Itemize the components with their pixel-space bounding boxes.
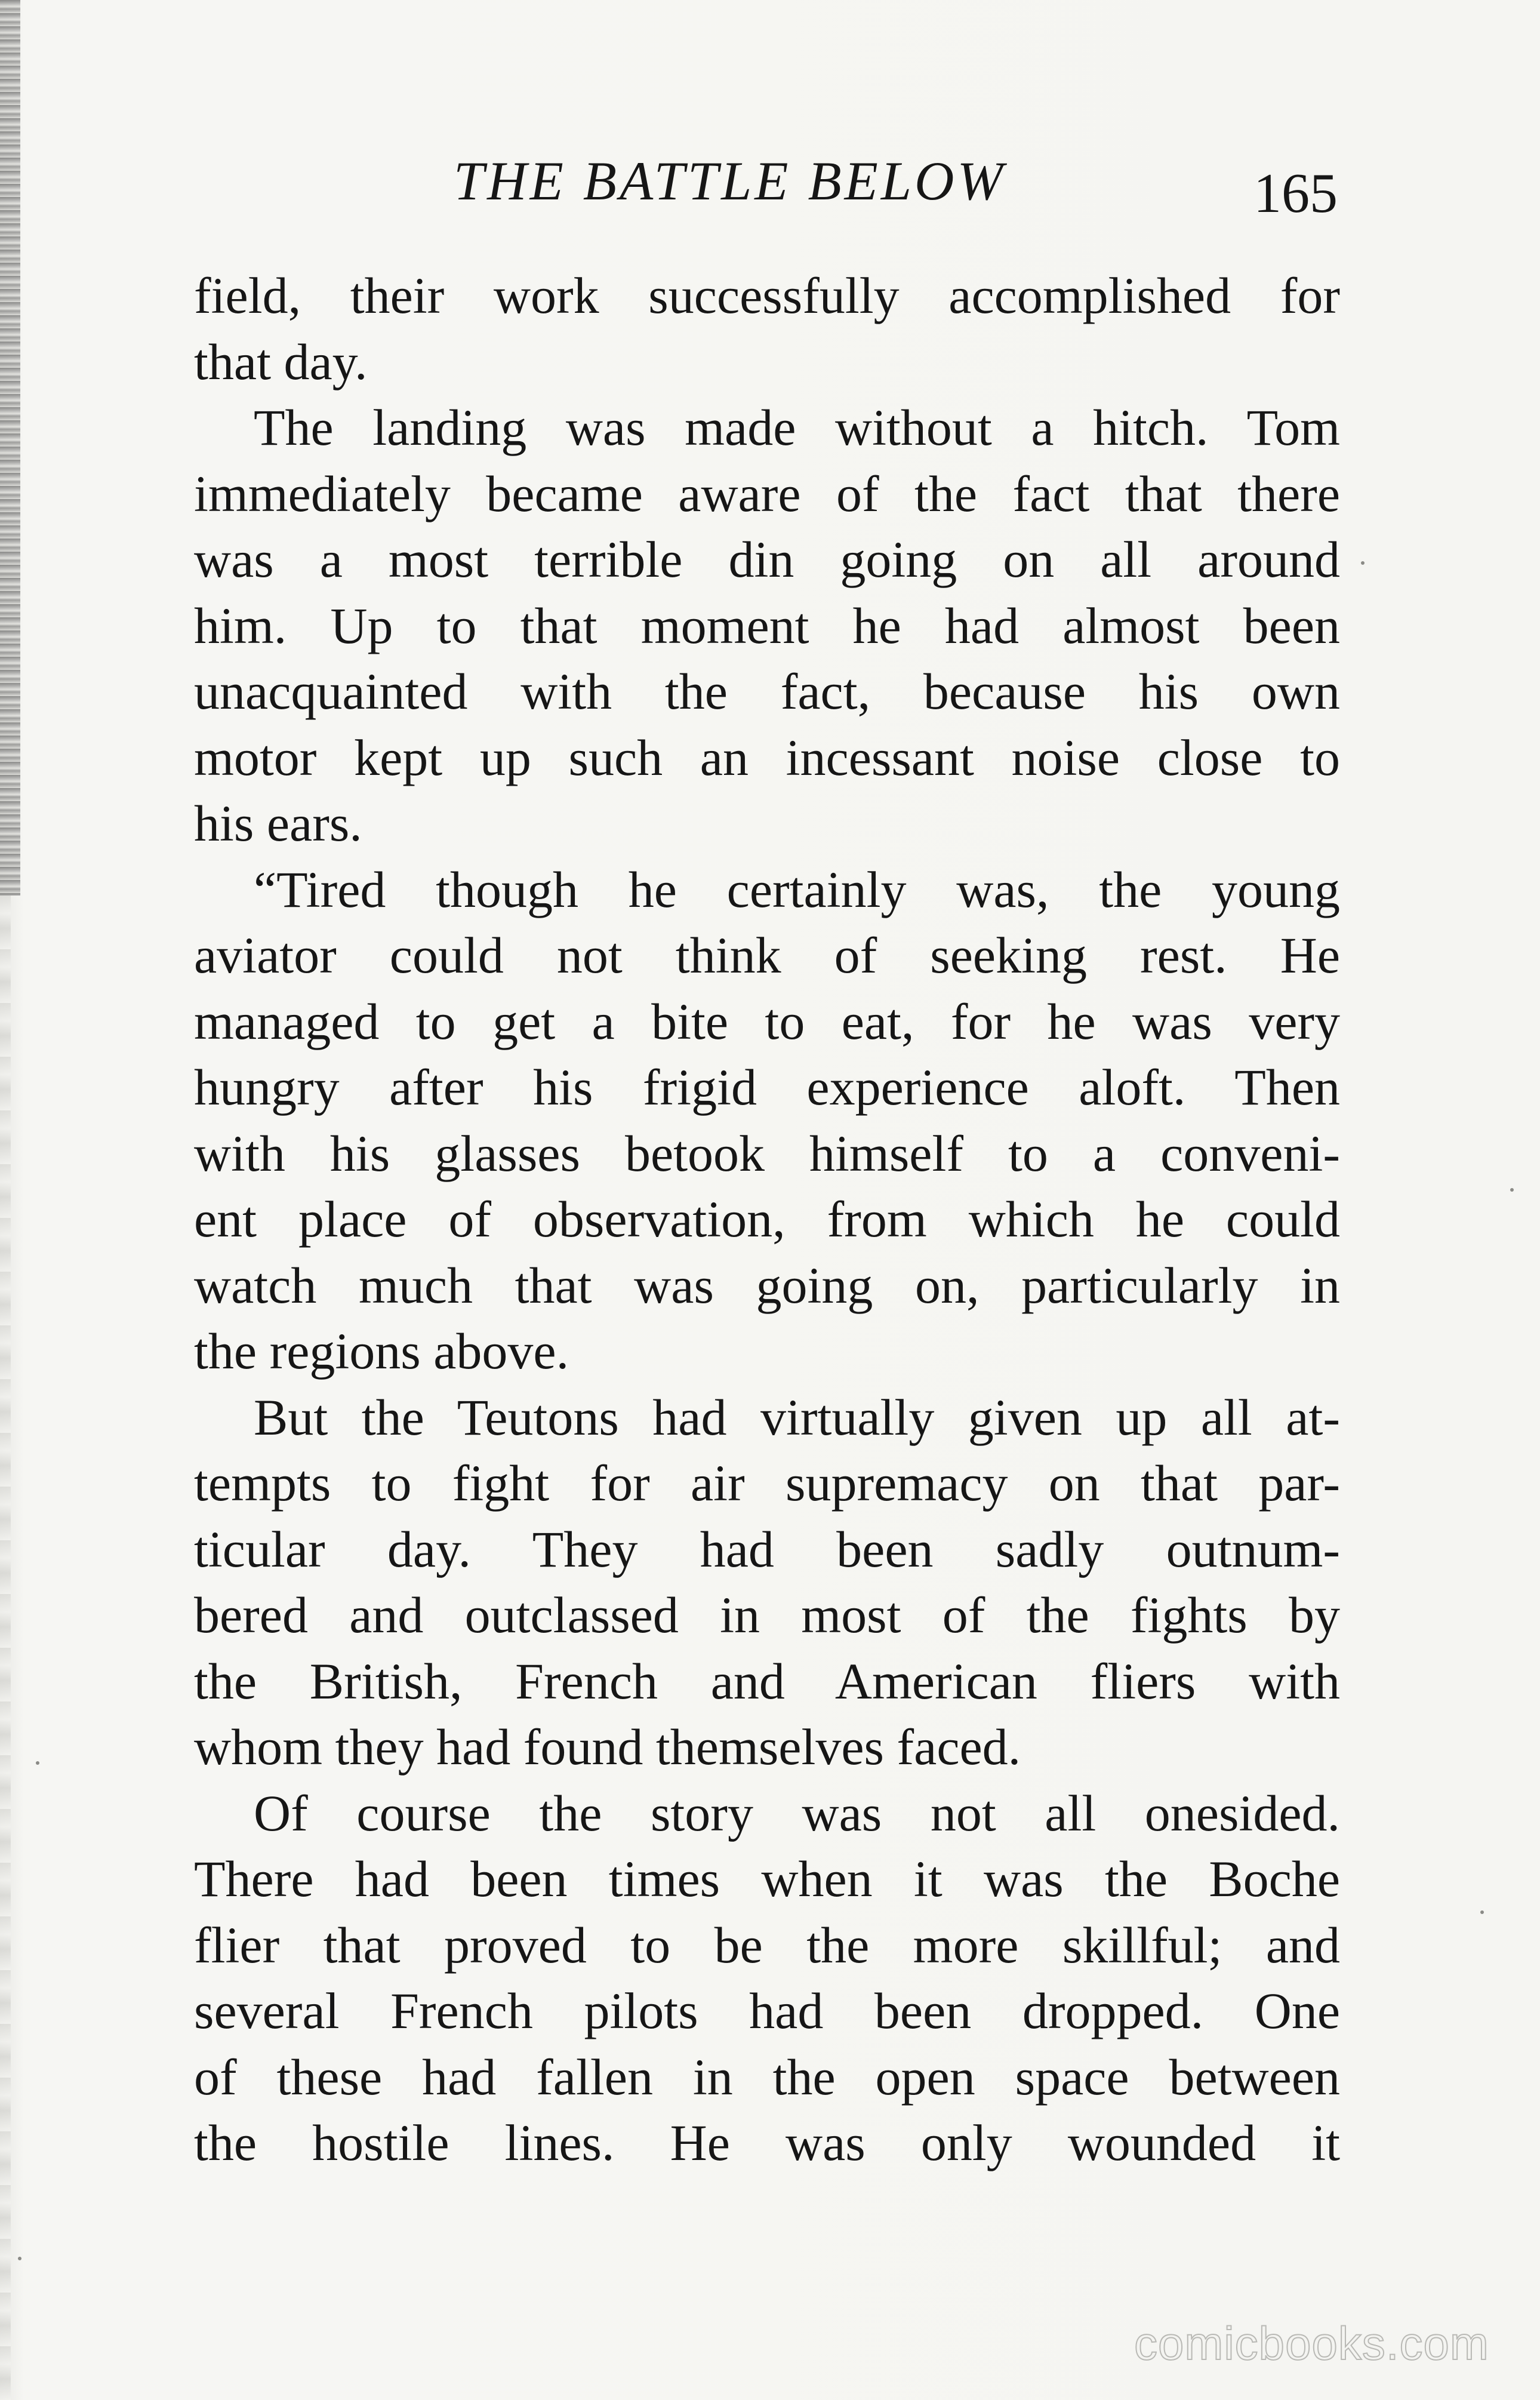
text-line: hungry after his frigid experience aloft. Then <box>194 1059 1340 1116</box>
text-line: of these had fallen in the open space between <box>194 2048 1340 2106</box>
scan-speck <box>18 2257 21 2260</box>
text-line: immediately became aware of the fact that there <box>194 464 1340 522</box>
text-line: that day. <box>194 333 368 390</box>
text-line: several French pilots had been dropped. One <box>194 1982 1340 2039</box>
text-line: unacquainted with the fact, because his own <box>194 663 1340 720</box>
text-line: ent place of observation, from which he could <box>194 1190 1340 1248</box>
running-head: THE BATTLE BELOW <box>454 150 1006 211</box>
text-line: motor kept up such an incessant noise close to <box>194 728 1340 786</box>
text-line: the regions above. <box>194 1322 569 1380</box>
text-line: was a most terrible din going on all around <box>194 531 1340 588</box>
text-line: him. Up to that moment he had almost been <box>194 596 1340 654</box>
text-line: the British, French and American fliers with <box>194 1652 1340 1710</box>
page-number: 165 <box>1253 162 1338 224</box>
text-line: ticular day. They had been sadly outnum- <box>194 1520 1340 1578</box>
text-line: whom they had found themselves faced. <box>194 1718 1021 1776</box>
text-line: But the Teutons had virtually given up all at- <box>254 1388 1340 1446</box>
scan-speck <box>1510 1188 1514 1192</box>
watermark-logo: comicbooks.com <box>1134 2317 1489 2370</box>
text-line: aviator could not think of seeking rest. He <box>194 927 1340 984</box>
scan-speck <box>1480 1910 1484 1914</box>
text-line: bered and outclassed in most of the fights by <box>194 1586 1340 1644</box>
text-line: Of course the story was not all onesided. <box>254 1784 1340 1842</box>
text-line: The landing was made without a hitch. Tom <box>254 399 1340 456</box>
text-line: “Tired though he certainly was, the young <box>254 860 1340 918</box>
text-line: tempts to fight for air supremacy on that par- <box>194 1454 1340 1512</box>
text-line: There had been times when it was the Boche <box>194 1850 1340 1907</box>
body-text <box>194 263 1340 2176</box>
scanned-page-edge <box>0 896 11 2400</box>
text-line: field, their work successfully accomplished for <box>194 267 1340 324</box>
scanned-spine-edge <box>0 0 20 896</box>
text-line: his ears. <box>194 795 362 852</box>
text-line: with his glasses betook himself to a conveni- <box>194 1124 1340 1182</box>
scan-speck <box>1361 561 1365 565</box>
text-line: managed to get a bite to eat, for he was very <box>194 992 1340 1050</box>
text-line: the hostile lines. He was only wounded it <box>194 2114 1340 2171</box>
text-line: watch much that was going on, particularly in <box>194 1256 1340 1314</box>
scan-speck <box>36 1761 39 1765</box>
text-line: flier that proved to be the more skillful; and <box>194 1916 1340 1974</box>
